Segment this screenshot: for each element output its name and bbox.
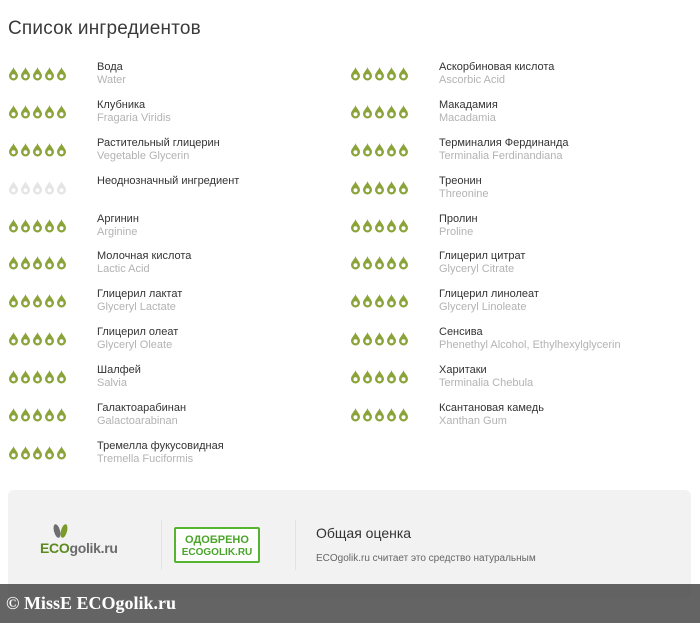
ingredient-texts [439,57,554,87]
overall-rating-title: Общая оценка [316,525,412,541]
drop-full-icon [56,66,67,81]
ingredient-item[interactable] [8,133,348,171]
ingredient-texts [97,398,186,428]
ingredient-rating [350,218,439,236]
ingredient-texts [97,133,220,163]
ingredient-rating [350,369,439,387]
drop-empty-icon [44,180,55,195]
ingredient-rating [350,180,439,198]
ingredient-latin-name: Arginine [97,225,138,238]
ingredient-rating [350,331,439,349]
drop-full-icon [32,369,43,384]
ingredient-rating [8,218,97,236]
ingredient-texts [97,284,182,314]
ingredient-item[interactable] [8,171,348,209]
drop-full-icon [386,104,397,119]
ingredient-texts [439,322,621,352]
drop-full-icon [350,104,361,119]
ingredient-name: Аргинин [97,212,139,225]
drop-full-icon [32,407,43,422]
drop-empty-icon [8,180,19,195]
drop-empty-icon [32,180,43,195]
stamp-line-2: ECOGOLIK.RU [181,547,253,558]
ingredient-latin-name: Glyceryl Citrate [439,263,515,276]
ingredient-item[interactable] [8,209,348,247]
ingredient-name: Вода [97,61,123,73]
drop-full-icon [350,369,361,384]
drop-full-icon [8,331,19,346]
drop-full-icon [20,445,31,460]
drop-full-icon [398,369,409,384]
drop-full-icon [374,66,385,81]
drop-full-icon [56,255,67,270]
ingredient-item[interactable] [350,133,690,171]
ingredient-rating [350,66,439,84]
drop-full-icon [8,407,19,422]
drop-full-icon [398,142,409,157]
ingredient-texts [97,95,171,125]
drop-full-icon [44,445,55,460]
ingredient-name: Макадамия [439,98,498,111]
ingredient-item[interactable] [350,284,690,322]
drop-full-icon [32,104,43,119]
drop-full-icon [56,293,67,308]
drop-full-icon [350,66,361,81]
drop-full-icon [374,180,385,195]
logo-golik-part: golik.ru [69,540,118,556]
drop-full-icon [362,331,373,346]
ingredient-name: Галактоарабинан [97,402,187,415]
ingredient-texts [439,95,498,125]
drop-full-icon [44,293,55,308]
ingredient-name: Аскорбиновая кислота [439,61,555,73]
drop-full-icon [386,255,397,270]
drop-full-icon [8,218,19,233]
ingredient-list-right [350,57,690,436]
drop-full-icon [32,445,43,460]
ingredient-rating [8,369,97,387]
ingredient-name: Сенсива [439,326,483,339]
ingredient-item[interactable] [350,398,690,436]
drop-full-icon [8,369,19,384]
ingredient-item[interactable] [8,436,348,474]
drop-full-icon [32,293,43,308]
watermark-text: © MissE ECOgolik.ru [6,593,176,613]
drop-full-icon [20,66,31,81]
ingredient-item[interactable] [8,398,348,436]
ingredient-latin-name: Proline [439,225,474,238]
ingredient-latin-name: Water [97,74,126,86]
ingredient-name: Терминалия Фердинанда [439,136,569,149]
drop-full-icon [56,142,67,157]
drop-full-icon [374,331,385,346]
drop-full-icon [362,369,373,384]
ingredient-rating [8,180,97,198]
ingredient-item[interactable] [350,95,690,133]
ingredient-texts [439,246,525,276]
ingredient-item[interactable] [8,360,348,398]
drop-full-icon [374,407,385,422]
ingredient-rating [350,293,439,311]
drop-full-icon [362,66,373,81]
drop-full-icon [386,66,397,81]
drop-full-icon [8,293,19,308]
drop-empty-icon [56,180,67,195]
ingredient-item[interactable] [8,57,348,95]
ingredient-item[interactable] [8,246,348,284]
ingredient-texts [97,322,178,352]
overall-rating-description: ECOgolik.ru считает это средство натуральным [316,553,536,564]
drop-full-icon [398,293,409,308]
logo-eco-part: ECO [40,540,70,556]
drop-full-icon [350,255,361,270]
ingredient-item[interactable] [8,284,348,322]
drop-full-icon [8,445,19,460]
ingredient-texts [439,171,489,201]
drop-full-icon [386,331,397,346]
page-title: Список ингредиентов [8,18,201,39]
ingredient-latin-name: Fragaria Viridis [97,111,171,124]
ingredient-item[interactable] [350,209,690,247]
drop-full-icon [56,218,67,233]
ingredient-list-left [8,57,348,474]
ingredient-name: Ксантановая камедь [439,402,544,415]
ingredient-latin-name: Terminalia Ferdinandiana [439,149,563,162]
ingredient-item[interactable] [350,322,690,360]
drop-full-icon [374,255,385,270]
drop-full-icon [350,218,361,233]
ingredient-rating [350,255,439,273]
drop-full-icon [44,255,55,270]
drop-full-icon [20,293,31,308]
drop-full-icon [56,104,67,119]
ingredient-texts [439,133,569,163]
drop-full-icon [362,218,373,233]
drop-full-icon [8,104,19,119]
ingredient-name: Глицерил линолеат [439,288,539,301]
divider [161,520,162,570]
ingredient-name: Глицерил цитрат [439,250,526,263]
drop-full-icon [350,142,361,157]
drop-full-icon [362,293,373,308]
ingredient-latin-name: Glyceryl Oleate [97,339,173,352]
ingredient-name: Растительный глицерин [97,136,220,149]
drop-full-icon [44,142,55,157]
ingredient-texts [439,398,544,428]
drop-full-icon [32,66,43,81]
drop-full-icon [20,104,31,119]
drop-full-icon [374,104,385,119]
drop-full-icon [56,407,67,422]
stamp-line-1: ОДОБРЕНО [185,534,249,546]
ingredient-latin-name: Terminalia Chebula [439,377,534,390]
drop-full-icon [374,293,385,308]
drop-full-icon [20,142,31,157]
drop-full-icon [350,180,361,195]
ingredient-item[interactable] [350,57,690,95]
ingredient-rating [8,331,97,349]
drop-full-icon [32,218,43,233]
drop-full-icon [398,255,409,270]
drop-full-icon [350,331,361,346]
ingredient-rating [8,142,97,160]
ingredient-name: Глицерил олеат [97,326,179,339]
ingredient-item[interactable] [350,171,690,209]
drop-full-icon [362,407,373,422]
drop-full-icon [350,293,361,308]
drop-full-icon [362,104,373,119]
divider [295,520,296,570]
ingredient-rating [8,255,97,273]
drop-full-icon [386,218,397,233]
ingredient-latin-name: Xanthan Gum [439,415,507,428]
drop-full-icon [374,142,385,157]
drop-full-icon [44,104,55,119]
drop-full-icon [44,218,55,233]
drop-full-icon [398,66,409,81]
ingredient-rating [350,407,439,425]
drop-full-icon [386,369,397,384]
ingredient-name: Неоднозначный ингредиент [97,174,240,187]
drop-full-icon [44,407,55,422]
drop-full-icon [32,255,43,270]
ingredient-item[interactable] [350,360,690,398]
ingredient-name: Клубника [97,98,146,111]
drop-full-icon [398,331,409,346]
ingredient-rating [8,407,97,425]
drop-full-icon [398,180,409,195]
drop-full-icon [8,142,19,157]
drop-full-icon [398,104,409,119]
ingredient-texts [439,284,539,314]
ingredient-latin-name: Glyceryl Linoleate [439,301,527,314]
drop-full-icon [350,407,361,422]
ingredient-texts [439,209,478,239]
drop-full-icon [386,142,397,157]
ingredient-name: Шалфей [97,364,141,377]
ingredient-rating [8,66,97,84]
drop-full-icon [374,218,385,233]
ingredient-name: Тремелла фукусовидная [97,439,224,452]
ingredient-name: Молочная кислота [97,250,192,263]
ingredient-name: Харитаки [439,364,487,377]
drop-empty-icon [20,180,31,195]
drop-full-icon [56,445,67,460]
ingredient-latin-name: Salvia [97,377,127,390]
drop-full-icon [56,331,67,346]
ingredient-rating [8,293,97,311]
drop-full-icon [32,142,43,157]
ingredient-latin-name: Ascorbic Acid [439,74,506,86]
ingredient-rating [350,104,439,122]
drop-full-icon [20,407,31,422]
drop-full-icon [8,255,19,270]
ingredient-item[interactable] [8,322,348,360]
drop-full-icon [20,255,31,270]
ingredient-texts [97,436,224,466]
ingredient-latin-name: Threonine [439,187,489,200]
drop-full-icon [386,180,397,195]
ingredient-latin-name: Phenethyl Alcohol, Ethylhexylglycerin [439,339,621,352]
drop-full-icon [398,218,409,233]
ingredient-rating [8,445,97,463]
ingredient-name: Пролин [439,212,478,225]
summary-panel [8,490,691,598]
drop-full-icon [386,407,397,422]
ingredient-name: Глицерил лактат [97,288,183,301]
drop-full-icon [44,331,55,346]
drop-full-icon [386,293,397,308]
ingredient-texts [97,171,239,188]
ingredient-latin-name: Galactoarabinan [97,415,178,428]
ingredient-rating [8,104,97,122]
ingredient-texts [97,209,139,239]
drop-full-icon [20,331,31,346]
drop-full-icon [20,218,31,233]
drop-full-icon [8,66,19,81]
ingredient-rating [350,142,439,160]
ingredient-texts [97,360,141,390]
ingredient-texts [97,57,126,87]
drop-full-icon [362,255,373,270]
drop-full-icon [374,369,385,384]
ecogolik-logo[interactable] [40,528,136,564]
drop-full-icon [362,142,373,157]
drop-full-icon [398,407,409,422]
ingredient-latin-name: Glyceryl Lactate [97,301,176,314]
ingredient-latin-name: Vegetable Glycerin [97,149,190,162]
ingredient-texts [97,246,191,276]
drop-full-icon [56,369,67,384]
drop-full-icon [44,369,55,384]
ingredient-latin-name: Tremella Fuciformis [97,452,194,465]
ingredient-item[interactable] [8,95,348,133]
drop-full-icon [44,66,55,81]
drop-full-icon [362,180,373,195]
approved-stamp [174,527,260,563]
ingredient-latin-name: Macadamia [439,111,496,124]
watermark-bar [0,584,700,623]
drop-full-icon [32,331,43,346]
ingredient-texts [439,360,533,390]
drop-full-icon [20,369,31,384]
ingredient-latin-name: Lactic Acid [97,263,150,276]
ingredient-name: Треонин [439,174,482,187]
ingredient-item[interactable] [350,246,690,284]
